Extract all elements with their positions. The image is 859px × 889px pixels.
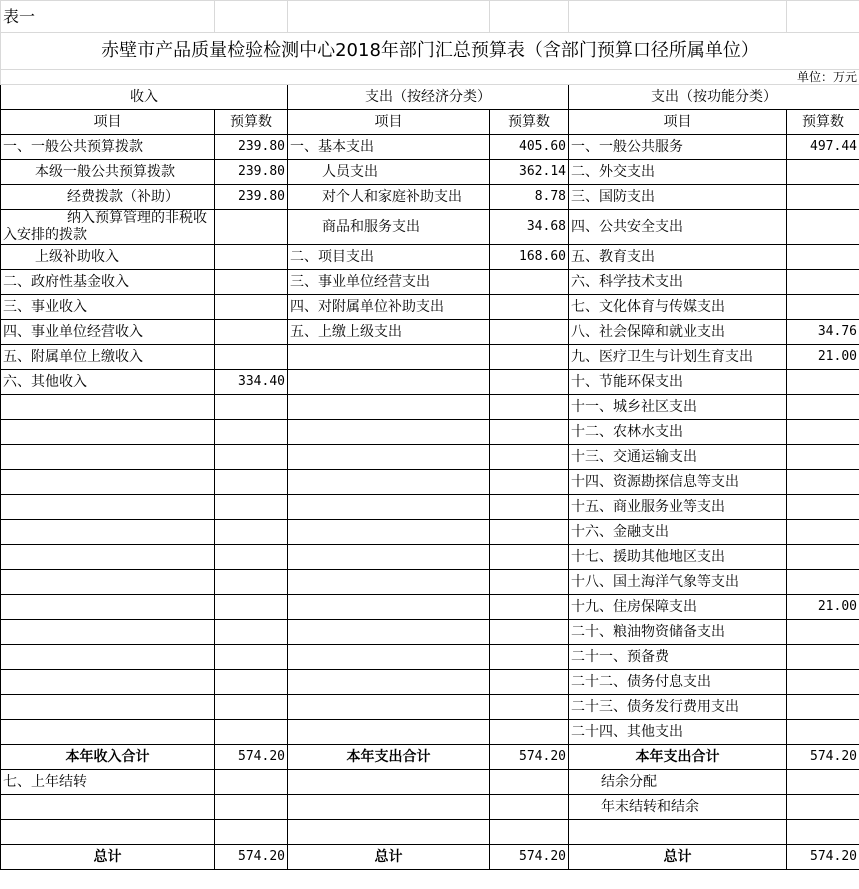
col-header-item: 项目 <box>569 110 787 135</box>
table-row <box>1 670 859 695</box>
econ-item-label: 五、上缴上级支出 <box>288 320 490 345</box>
table-row <box>1 370 859 395</box>
col-header-item: 项目 <box>1 110 215 135</box>
income-item-label: 经费拨款（补助） <box>1 185 215 210</box>
econ-item-value: 362.14 <box>490 160 569 185</box>
func-item-label: 二十三、债务发行费用支出 <box>569 695 787 720</box>
econ-item-value <box>490 270 569 295</box>
econ-item-label: 对个人和家庭补助支出 <box>288 185 490 210</box>
table-row <box>1 620 859 645</box>
table-row <box>1 185 859 210</box>
table-row <box>1 245 859 270</box>
econ-item-label: 四、对附属单位补助支出 <box>288 295 490 320</box>
income-item-value: 239.80 <box>215 135 288 160</box>
unit-label: 单位：万元 <box>1 70 859 85</box>
econ-item-label: 三、事业单位经营支出 <box>288 270 490 295</box>
func-total-value: 574.20 <box>787 745 859 770</box>
income-item-value: 239.80 <box>215 185 288 210</box>
func-item-value <box>787 670 859 695</box>
table-row <box>1 445 859 470</box>
carryover-label: 七、上年结转 <box>1 770 215 795</box>
table-row <box>1 495 859 520</box>
func-item-value <box>787 620 859 645</box>
grand-total-label: 总计 <box>288 845 490 870</box>
func-item-value <box>787 520 859 545</box>
func-item-value: 21.00 <box>787 595 859 620</box>
grand-total-econ: 574.20 <box>490 845 569 870</box>
income-item-value <box>215 210 288 245</box>
econ-item-label: 人员支出 <box>288 160 490 185</box>
func-item-value: 34.76 <box>787 320 859 345</box>
table-row <box>1 645 859 670</box>
grand-total-label: 总计 <box>569 845 787 870</box>
income-item-value <box>215 295 288 320</box>
surplus-distribution-label: 结余分配 <box>569 770 787 795</box>
func-item-label: 三、国防支出 <box>569 185 787 210</box>
func-item-label: 四、公共安全支出 <box>569 210 787 245</box>
func-item-label: 二十一、预备费 <box>569 645 787 670</box>
table-row <box>1 135 859 160</box>
table-row <box>1 570 859 595</box>
table-row <box>1 420 859 445</box>
income-item-label: 本级一般公共预算拨款 <box>1 160 215 185</box>
func-item-label: 十一、城乡社区支出 <box>569 395 787 420</box>
income-item-value <box>215 320 288 345</box>
func-item-value <box>787 420 859 445</box>
income-item-label: 三、事业收入 <box>1 295 215 320</box>
income-item-value: 239.80 <box>215 160 288 185</box>
section-expense-econ: 支出（按经济分类） <box>288 85 569 110</box>
income-item-value: 334.40 <box>215 370 288 395</box>
income-item-label: 六、其他收入 <box>1 370 215 395</box>
year-end-balance-label: 年末结转和结余 <box>569 795 787 820</box>
col-header-item: 项目 <box>288 110 490 135</box>
table-row <box>1 695 859 720</box>
func-item-label: 二十四、其他支出 <box>569 720 787 745</box>
econ-item-label: 二、项目支出 <box>288 245 490 270</box>
econ-item-value: 405.60 <box>490 135 569 160</box>
func-item-value <box>787 470 859 495</box>
func-item-value <box>787 245 859 270</box>
income-item-label: 上级补助收入 <box>1 245 215 270</box>
func-item-value <box>787 295 859 320</box>
table-row <box>1 320 859 345</box>
income-item-label: 四、事业单位经营收入 <box>1 320 215 345</box>
func-item-value <box>787 160 859 185</box>
table-row <box>1 210 859 245</box>
func-item-value <box>787 185 859 210</box>
func-item-label: 八、社会保障和就业支出 <box>569 320 787 345</box>
func-item-label: 一、一般公共服务 <box>569 135 787 160</box>
econ-total-label: 本年支出合计 <box>288 745 490 770</box>
func-item-label: 十三、交通运输支出 <box>569 445 787 470</box>
col-header-amount: 预算数 <box>215 110 288 135</box>
func-item-label: 十六、金融支出 <box>569 520 787 545</box>
func-item-value <box>787 395 859 420</box>
func-item-value: 497.44 <box>787 135 859 160</box>
income-total-value: 574.20 <box>215 745 288 770</box>
income-item-value <box>215 345 288 370</box>
table-row <box>1 270 859 295</box>
income-item-value <box>215 245 288 270</box>
econ-item-value: 168.60 <box>490 245 569 270</box>
func-item-label: 二十二、债务付息支出 <box>569 670 787 695</box>
table-row <box>1 720 859 745</box>
econ-item-label: 一、基本支出 <box>288 135 490 160</box>
econ-item-value: 8.78 <box>490 185 569 210</box>
table-row <box>1 545 859 570</box>
grand-total-func: 574.20 <box>787 845 859 870</box>
section-income: 收入 <box>1 85 288 110</box>
func-item-value <box>787 370 859 395</box>
sheet-label: 表一 <box>1 1 215 33</box>
func-item-label: 七、文化体育与传媒支出 <box>569 295 787 320</box>
func-item-value <box>787 720 859 745</box>
func-item-value <box>787 645 859 670</box>
income-item-label: 一、一般公共预算拨款 <box>1 135 215 160</box>
func-item-value <box>787 570 859 595</box>
income-item-value <box>215 270 288 295</box>
econ-item-value <box>490 320 569 345</box>
econ-item-label: 商品和服务支出 <box>288 210 490 245</box>
func-item-label: 十九、住房保障支出 <box>569 595 787 620</box>
section-expense-func: 支出（按功能分类） <box>569 85 859 110</box>
func-item-label: 十五、商业服务业等支出 <box>569 495 787 520</box>
grand-total-label: 总计 <box>1 845 215 870</box>
func-item-value <box>787 270 859 295</box>
table-row <box>1 295 859 320</box>
func-item-value <box>787 210 859 245</box>
func-item-label: 六、科学技术支出 <box>569 270 787 295</box>
func-item-value <box>787 695 859 720</box>
func-item-label: 十八、国土海洋气象等支出 <box>569 570 787 595</box>
econ-item-value <box>490 295 569 320</box>
func-item-label: 五、教育支出 <box>569 245 787 270</box>
col-header-amount: 预算数 <box>490 110 569 135</box>
func-item-value: 21.00 <box>787 345 859 370</box>
func-total-label: 本年支出合计 <box>569 745 787 770</box>
func-item-label: 二、外交支出 <box>569 160 787 185</box>
grand-total-income: 574.20 <box>215 845 288 870</box>
econ-total-value: 574.20 <box>490 745 569 770</box>
econ-item-value: 34.68 <box>490 210 569 245</box>
col-header-amount: 预算数 <box>787 110 859 135</box>
income-item-label: 纳入预算管理的非税收入安排的拨款 <box>1 210 215 245</box>
func-item-value <box>787 445 859 470</box>
func-item-label: 十二、农林水支出 <box>569 420 787 445</box>
func-item-value <box>787 495 859 520</box>
func-item-label: 九、医疗卫生与计划生育支出 <box>569 345 787 370</box>
table-body <box>1 135 859 745</box>
table-row <box>1 595 859 620</box>
func-item-label: 十、节能环保支出 <box>569 370 787 395</box>
table-row <box>1 470 859 495</box>
page-title: 赤壁市产品质量检验检测中心2018年部门汇总预算表（含部门预算口径所属单位） <box>1 33 859 70</box>
table-row <box>1 345 859 370</box>
func-item-label: 十七、援助其他地区支出 <box>569 545 787 570</box>
func-item-label: 十四、资源勘探信息等支出 <box>569 470 787 495</box>
income-item-label: 二、政府性基金收入 <box>1 270 215 295</box>
table-row <box>1 160 859 185</box>
income-total-label: 本年收入合计 <box>1 745 215 770</box>
table-row <box>1 520 859 545</box>
func-item-value <box>787 545 859 570</box>
income-item-label: 五、附属单位上缴收入 <box>1 345 215 370</box>
func-item-label: 二十、粮油物资储备支出 <box>569 620 787 645</box>
table-row <box>1 395 859 420</box>
